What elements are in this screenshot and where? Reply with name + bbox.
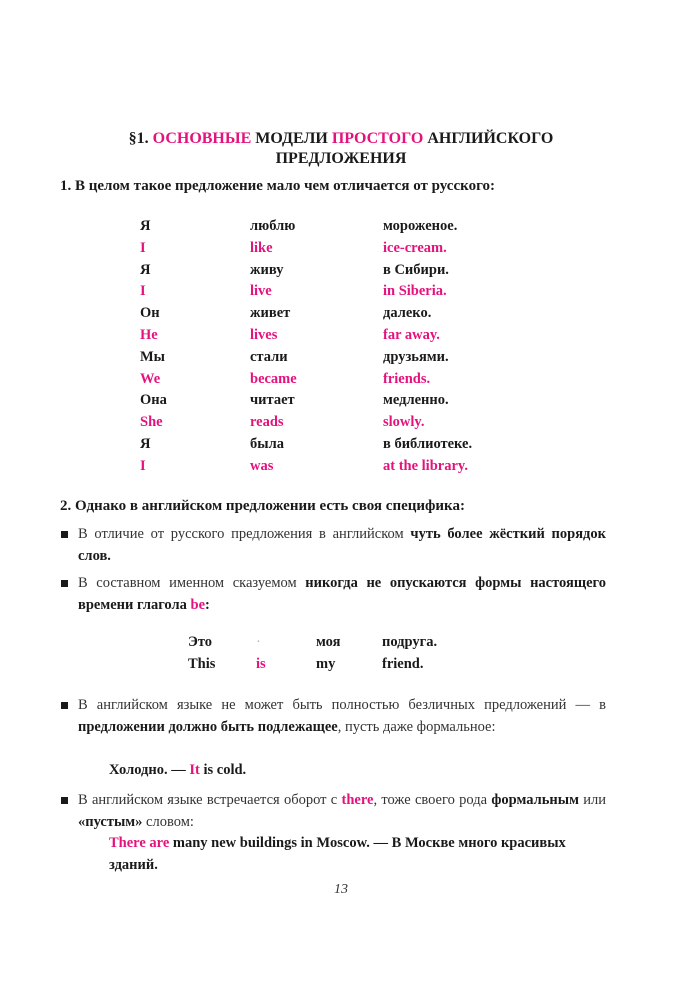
- example-cell: I: [140, 283, 146, 300]
- bullet-subject-required: [60, 694, 606, 738]
- be-example-cell: подруга.: [382, 634, 438, 650]
- example-cold: [109, 759, 609, 781]
- example-cell: мороженое.: [383, 218, 458, 234]
- bullet-word-order: [60, 523, 606, 567]
- bullet-emphasis: предложении должно быть подлежащее: [78, 719, 338, 735]
- example-cell: I: [140, 239, 146, 256]
- title-word-angliyskogo: АНГЛИЙСКОГО: [427, 130, 554, 147]
- example-text: many new buildings in Moscow. — В Москве много красивых зданий.: [109, 835, 566, 873]
- example-cell: like: [250, 239, 273, 256]
- title-word-prostogo: ПРОСТОГО: [331, 130, 424, 147]
- bullet-text: , тоже своего рода: [373, 792, 492, 808]
- bullet-square-icon: [61, 702, 68, 709]
- example-cell: He: [140, 326, 158, 343]
- example-buildings: [109, 832, 607, 876]
- example-cell: читает: [250, 392, 295, 409]
- example-keyword: There are: [109, 835, 170, 851]
- bullet-text: , пусть даже формальное:: [337, 719, 496, 735]
- section-number: §1.: [128, 130, 149, 147]
- example-cell: ice-cream.: [383, 239, 447, 256]
- example-cell: медленно.: [383, 392, 449, 409]
- be-example-cell: my: [316, 656, 336, 672]
- bullet-text: В составном именном сказуемом: [78, 575, 306, 591]
- example-cell: стали: [250, 348, 288, 365]
- bullet-text: В отличие от русского предложения в английском: [78, 526, 411, 542]
- example-cell: люблю: [250, 218, 296, 234]
- bullet-emphasis: формальным: [491, 792, 579, 808]
- bullet-emphasis: чуть более жёсткий порядок слов.: [78, 526, 606, 564]
- subsection-1-heading: 1. В целом такое предложение мало чем отличается от русского:: [60, 178, 495, 194]
- section-title-line-2: ПРЕДЛОЖЕНИЯ: [275, 150, 407, 167]
- example-cell: became: [250, 370, 297, 387]
- be-example-cell: моя: [316, 634, 341, 650]
- example-cell: Мы: [140, 348, 166, 365]
- section-title-line-1: [60, 129, 622, 149]
- bullet-square-icon: [61, 531, 68, 538]
- example-cell: друзьями.: [383, 348, 449, 365]
- example-cell: живет: [250, 305, 291, 322]
- bullet-text: В английском языке встречается оборот с: [78, 792, 342, 808]
- example-cell: We: [140, 370, 161, 387]
- bullet-square-icon: [61, 797, 68, 804]
- bullet-emphasis: «пустым»: [78, 814, 143, 830]
- bullet-text: В английском языке не может быть полностью безличных предложений — в: [78, 697, 606, 713]
- example-cell: Я: [140, 435, 151, 452]
- title-word-osnovnye: ОСНОВНЫЕ: [152, 130, 252, 147]
- subsection-2-heading: 2. Однако в английском предложении есть своя специфика:: [60, 498, 465, 514]
- be-example-cell: friend.: [382, 656, 424, 672]
- be-example-cell: ·: [256, 634, 261, 650]
- page-number: 13: [334, 882, 348, 897]
- example-cell: far away.: [383, 326, 440, 343]
- bullet-be-forms: [60, 572, 606, 616]
- bullet-keyword-there: there: [341, 792, 374, 808]
- example-cell: Я: [140, 218, 151, 234]
- example-cell: Я: [140, 261, 151, 278]
- be-example-cell: This: [188, 656, 216, 672]
- bullet-there-construction: [60, 789, 606, 833]
- example-cell: friends.: [383, 370, 431, 387]
- bullet-keyword-be: be: [190, 597, 206, 613]
- example-keyword: It: [189, 762, 200, 778]
- example-cell: далеко.: [383, 305, 432, 322]
- bullet-text: словом:: [142, 814, 194, 830]
- example-cell: в Сибири.: [383, 261, 449, 278]
- bullet-text: или: [578, 792, 606, 808]
- example-cell: живу: [250, 261, 284, 278]
- example-cell: в библиотеке.: [383, 435, 473, 452]
- example-cell: Он: [140, 305, 160, 322]
- example-cell: slowly.: [383, 414, 425, 431]
- bullet-emphasis: никогда не опускаются формы настоящего времени глагола: [78, 575, 607, 613]
- example-cell: was: [250, 457, 274, 474]
- example-cell: live: [250, 283, 272, 300]
- example-cell: at the library.: [383, 457, 468, 474]
- title-word-modeli: МОДЕЛИ: [255, 130, 328, 147]
- be-example-cell: is: [256, 656, 266, 672]
- example-cell: Она: [140, 392, 167, 409]
- bullet-colon: :: [205, 597, 210, 613]
- example-cell: I: [140, 457, 146, 474]
- example-cell: была: [250, 435, 284, 452]
- example-text: Холодно. —: [109, 762, 190, 778]
- example-cell: She: [140, 414, 163, 431]
- example-text: is cold.: [199, 762, 247, 778]
- example-cell: in Siberia.: [383, 283, 447, 300]
- bullet-square-icon: [61, 580, 68, 587]
- example-cell: reads: [250, 414, 284, 431]
- example-cell: lives: [250, 326, 278, 343]
- section-title: [60, 129, 622, 169]
- be-example-cell: Это: [188, 634, 213, 650]
